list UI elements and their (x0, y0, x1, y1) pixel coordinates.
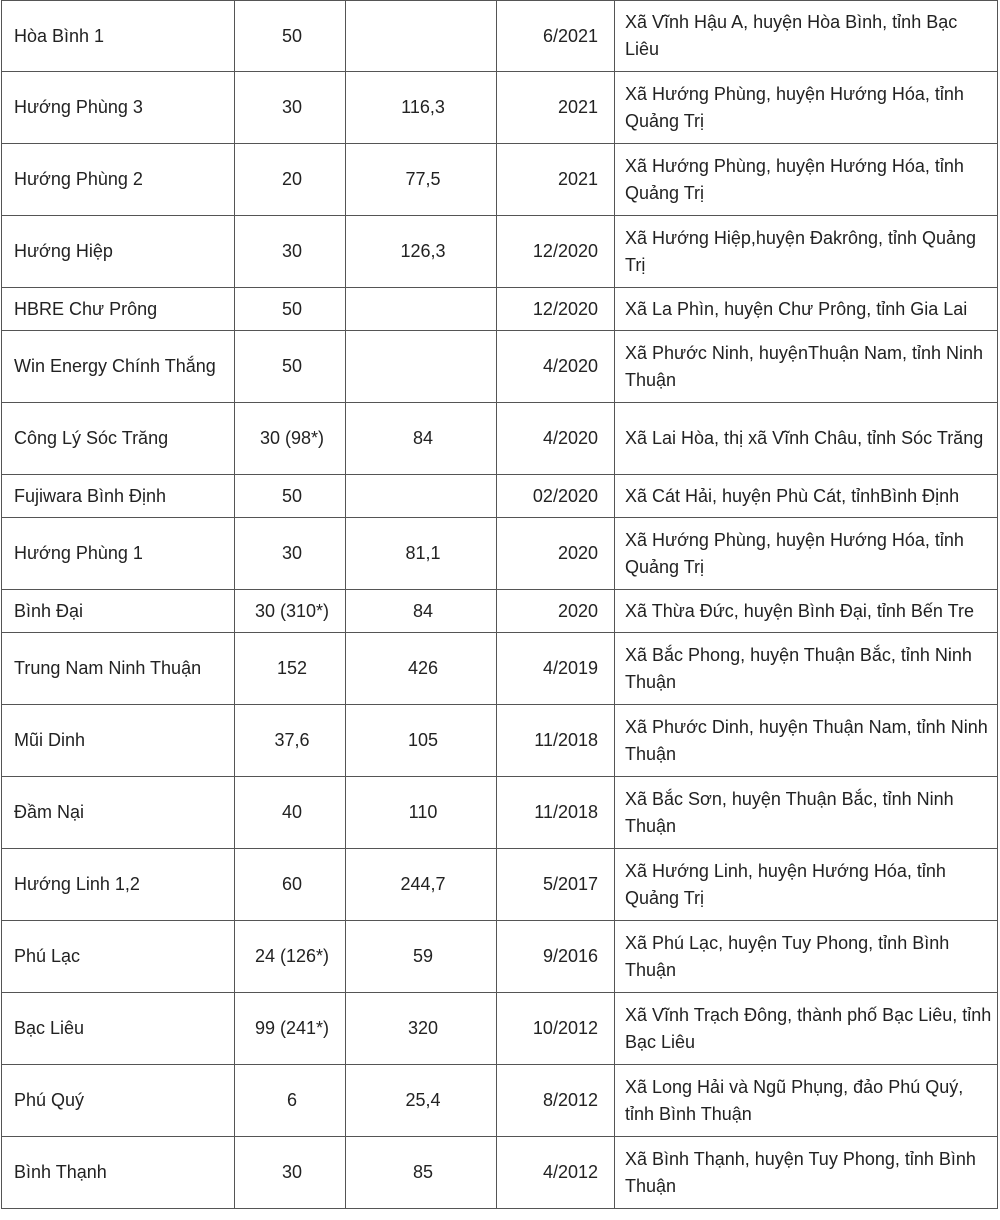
project-name-cell: HBRE Chư Prông (2, 288, 235, 331)
investment-cell: 85 (346, 1137, 497, 1209)
investment-cell: 320 (346, 993, 497, 1065)
capacity-cell: 60 (235, 849, 346, 921)
location-cell: Xã Bình Thạnh, huyện Tuy Phong, tỉnh Bình Thuận (615, 1137, 998, 1209)
date-cell: 8/2012 (497, 1065, 615, 1137)
location-cell: Xã Bắc Phong, huyện Thuận Bắc, tỉnh Ninh Thuận (615, 633, 998, 705)
project-name-cell: Hòa Bình 1 (2, 1, 235, 72)
investment-cell (346, 1, 497, 72)
project-name-cell: Bạc Liêu (2, 993, 235, 1065)
table-row (2, 288, 998, 331)
location-cell: Xã Hướng Linh, huyện Hướng Hóa, tỉnh Quảng Trị (615, 849, 998, 921)
capacity-cell: 30 (235, 216, 346, 288)
capacity-cell: 24 (126*) (235, 921, 346, 993)
wind-farm-table (1, 0, 998, 1209)
date-cell: 02/2020 (497, 475, 615, 518)
table-row (2, 849, 998, 921)
location-cell: Xã Hướng Phùng, huyện Hướng Hóa, tỉnh Quảng Trị (615, 144, 998, 216)
investment-cell: 244,7 (346, 849, 497, 921)
investment-cell (346, 475, 497, 518)
location-cell: Xã Vĩnh Trạch Đông, thành phố Bạc Liêu, tỉnh Bạc Liêu (615, 993, 998, 1065)
project-name-cell: Win Energy Chính Thắng (2, 331, 235, 403)
location-cell: Xã La Phìn, huyện Chư Prông, tỉnh Gia Lai (615, 288, 998, 331)
table-row (2, 331, 998, 403)
capacity-cell: 30 (310*) (235, 590, 346, 633)
project-name-cell: Hướng Phùng 2 (2, 144, 235, 216)
table-row (2, 633, 998, 705)
location-cell: Xã Hướng Hiệp,huyện Đakrông, tỉnh Quảng Trị (615, 216, 998, 288)
location-cell: Xã Phú Lạc, huyện Tuy Phong, tỉnh Bình Thuận (615, 921, 998, 993)
date-cell: 2020 (497, 590, 615, 633)
capacity-cell: 30 (98*) (235, 403, 346, 475)
location-cell: Xã Phước Ninh, huyệnThuận Nam, tỉnh Ninh Thuận (615, 331, 998, 403)
investment-cell: 426 (346, 633, 497, 705)
location-cell: Xã Thừa Đức, huyện Bình Đại, tỉnh Bến Tre (615, 590, 998, 633)
location-cell: Xã Hướng Phùng, huyện Hướng Hóa, tỉnh Quảng Trị (615, 518, 998, 590)
date-cell: 5/2017 (497, 849, 615, 921)
table-row (2, 403, 998, 475)
investment-cell: 126,3 (346, 216, 497, 288)
location-cell: Xã Phước Dinh, huyện Thuận Nam, tỉnh Ninh Thuận (615, 705, 998, 777)
investment-cell (346, 331, 497, 403)
table-row (2, 144, 998, 216)
project-name-cell: Phú Lạc (2, 921, 235, 993)
date-cell: 11/2018 (497, 777, 615, 849)
date-cell: 4/2020 (497, 403, 615, 475)
project-name-cell: Công Lý Sóc Trăng (2, 403, 235, 475)
date-cell: 12/2020 (497, 216, 615, 288)
investment-cell: 84 (346, 590, 497, 633)
date-cell: 4/2019 (497, 633, 615, 705)
project-name-cell: Hướng Phùng 1 (2, 518, 235, 590)
table-row (2, 705, 998, 777)
location-cell: Xã Cát Hải, huyện Phù Cát, tỉnhBình Định (615, 475, 998, 518)
investment-cell: 105 (346, 705, 497, 777)
project-name-cell: Đầm Nại (2, 777, 235, 849)
capacity-cell: 30 (235, 1137, 346, 1209)
capacity-cell: 152 (235, 633, 346, 705)
date-cell: 11/2018 (497, 705, 615, 777)
table-row (2, 777, 998, 849)
capacity-cell: 50 (235, 331, 346, 403)
table-row (2, 72, 998, 144)
date-cell: 2021 (497, 72, 615, 144)
location-cell: Xã Lai Hòa, thị xã Vĩnh Châu, tỉnh Sóc Trăng (615, 403, 998, 475)
investment-cell: 110 (346, 777, 497, 849)
investment-cell: 81,1 (346, 518, 497, 590)
table-row (2, 993, 998, 1065)
capacity-cell: 50 (235, 1, 346, 72)
capacity-cell: 50 (235, 475, 346, 518)
capacity-cell: 20 (235, 144, 346, 216)
capacity-cell: 50 (235, 288, 346, 331)
investment-cell: 59 (346, 921, 497, 993)
project-name-cell: Bình Đại (2, 590, 235, 633)
date-cell: 2021 (497, 144, 615, 216)
capacity-cell: 40 (235, 777, 346, 849)
capacity-cell: 30 (235, 518, 346, 590)
project-name-cell: Fujiwara Bình Định (2, 475, 235, 518)
capacity-cell: 30 (235, 72, 346, 144)
capacity-cell: 37,6 (235, 705, 346, 777)
project-name-cell: Bình Thạnh (2, 1137, 235, 1209)
table-row (2, 590, 998, 633)
investment-cell: 25,4 (346, 1065, 497, 1137)
location-cell: Xã Vĩnh Hậu A, huyện Hòa Bình, tỉnh Bạc Liêu (615, 1, 998, 72)
table-row (2, 1065, 998, 1137)
date-cell: 12/2020 (497, 288, 615, 331)
table-row (2, 1137, 998, 1209)
project-name-cell: Mũi Dinh (2, 705, 235, 777)
table-row (2, 475, 998, 518)
location-cell: Xã Long Hải và Ngũ Phụng, đảo Phú Quý, tỉnh Bình Thuận (615, 1065, 998, 1137)
project-name-cell: Hướng Linh 1,2 (2, 849, 235, 921)
date-cell: 4/2012 (497, 1137, 615, 1209)
date-cell: 6/2021 (497, 1, 615, 72)
date-cell: 9/2016 (497, 921, 615, 993)
project-name-cell: Hướng Hiệp (2, 216, 235, 288)
project-name-cell: Trung Nam Ninh Thuận (2, 633, 235, 705)
investment-cell: 84 (346, 403, 497, 475)
capacity-cell: 6 (235, 1065, 346, 1137)
date-cell: 4/2020 (497, 331, 615, 403)
table-row (2, 216, 998, 288)
project-name-cell: Phú Quý (2, 1065, 235, 1137)
investment-cell: 116,3 (346, 72, 497, 144)
location-cell: Xã Bắc Sơn, huyện Thuận Bắc, tỉnh Ninh Thuận (615, 777, 998, 849)
table-row (2, 1, 998, 72)
capacity-cell: 99 (241*) (235, 993, 346, 1065)
date-cell: 2020 (497, 518, 615, 590)
project-name-cell: Hướng Phùng 3 (2, 72, 235, 144)
table-row (2, 921, 998, 993)
date-cell: 10/2012 (497, 993, 615, 1065)
location-cell: Xã Hướng Phùng, huyện Hướng Hóa, tỉnh Quảng Trị (615, 72, 998, 144)
investment-cell (346, 288, 497, 331)
table-row (2, 518, 998, 590)
investment-cell: 77,5 (346, 144, 497, 216)
